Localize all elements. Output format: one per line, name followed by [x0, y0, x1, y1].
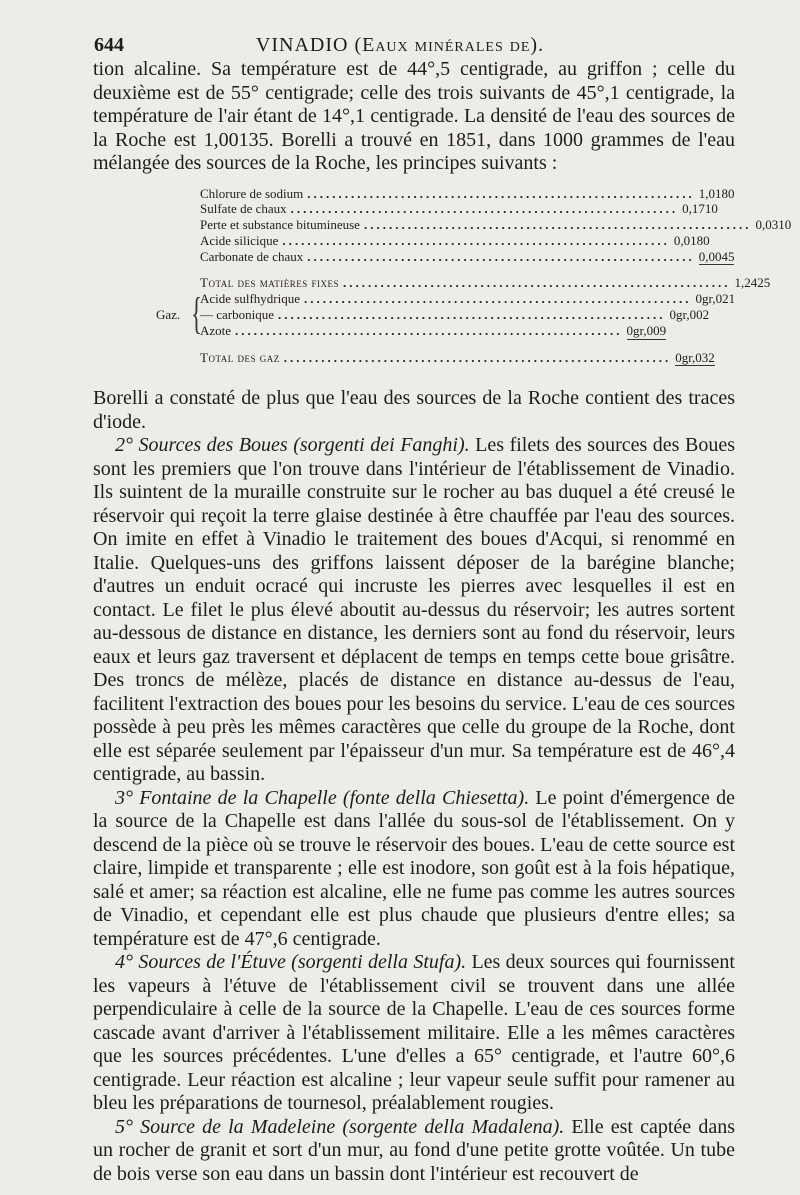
table-row: Carbonate de chaux .............................................................. 0,0045	[200, 248, 735, 264]
section-text: Les deux sources qui fournissent les vapeurs à l'étuve de l'établissement civil se trouvent dans une allée perpendiculaire à celle de la source de la Chapelle. L'eau de ces sources forme cascade avant d'arriver à l'établissement militaire. Elle a les mêmes caractères que les sources précédentes. L'une d'elles a 65° centigrade, et l'autre 60°,6 centigrade. Leur réaction est alcaline ; leur vapeur seule suffit pour ramener au bleu les préparations de tournesol, préalablement rougies.	[93, 951, 735, 1115]
section-heading: 4° Sources de l'Étuve (sorgenti della Stufa).	[115, 951, 467, 974]
total-fixes-row: Total des matières fixes .............................................................. 1,2425	[200, 275, 771, 291]
brace-icon: {	[191, 289, 202, 339]
section-heading: 5° Source de la Madeleine (sorgente della Madalena).	[115, 1115, 565, 1138]
table-row: Acide silicique .............................................................. 0,0180	[200, 232, 710, 248]
section-heading: 2° Sources des Boues (sorgenti dei Fanghi).	[115, 434, 470, 457]
section-text: Le point d'émergence de la source de la Chapelle est dans l'allée du sous-sol de l'établissement. On y descend de la pièce où se trouve le réservoir des boues. L'eau de cette source est claire, limpide et transparente ; elle est inodore, son goût est à la fois hépatique, salé et amer; sa réaction est alcaline, elle ne fume pas comme les autres sources de Vinadio, et cependant elle est plus chaude que plusieurs d'entre elles; sa température est de 47°,6 centigrade.	[93, 786, 735, 950]
table-row: Perte et substance bitumineuse .............................................................. 0,0310	[200, 217, 792, 233]
gas-group	[156, 289, 736, 339]
section-etuve	[93, 951, 735, 1116]
paragraph-iode: Borelli a constaté de plus que l'eau des sources de la Roche contient des traces d'iode.	[93, 387, 735, 433]
table-row: Chlorure de sodium .............................................................. 1,0180	[200, 185, 735, 201]
page-body	[93, 58, 792, 1186]
section-madeleine	[93, 1116, 735, 1187]
section-boues	[93, 434, 735, 787]
section-text: Les filets des sources des Boues sont les premiers que l'on trouve dans l'intérieur de l'établissement de Vinadio. Ils suintent de la muraille construite sur le rocher au bas duquel a été creusé le réservoir qui reçoit la terre glaise destinée à être chauffée par l'eau des sources. On imite en effet à Vinadio le traitement des boues d'Acqui, si renommé en Italie. Quelques-uns des griffons laissent déposer de la barégine blanche; d'autres un enduit ocracé qui incruste les pierres avec lesquelles il est en contact. Le filet le plus élevé aboutit au-dessus du réservoir; les autres sortent au-dessous de distance en distance, les derniers sont au fond du réservoir, leurs eaux et leurs gaz traversent et déplacent de temps en temps cette boue grisâtre. Des troncs de mélèze, placés de distance en distance au-dessus de l'eau, facilitent l'extraction des boues pour les besoins du service. L'eau de ces sources possède à peu près les mêmes caractères que celle du groupe de la Roche, dont elle est séparée seulement par l'épaisseur d'un mur. Sa température est de 46°,4 centigrade, au bassin.	[93, 434, 735, 786]
page-header	[0, 26, 800, 60]
section-chapelle	[93, 787, 735, 952]
total-gas-row: Total des gaz .............................................................. 0gr,032	[200, 349, 715, 365]
section-text: Elle est captée dans un rocher de granit et sort d'un mur, au fond d'une petite grotte voûtée. Un tube de bois verse son eau dans un bassin dont l'intérieur est recouvert de	[93, 1115, 735, 1185]
paragraph-intro: tion alcaline. Sa température est de 44°,5 centigrade, au griffon ; celle du deuxième est de 55° centigrade; celle des trois suivants de 45°,1 centigrade, la température de l'air étant de 14°,1 centigrade. La densité de l'eau des sources de la Roche est 1,00135. Borelli a trouvé en 1851, dans 1000 grammes de l'eau mélangée des sources de la Roche, les principes suivants :	[93, 58, 735, 174]
table-row: — carbonique .............................................................. 0gr,002	[200, 307, 710, 323]
running-title: VINADIO (Eaux minérales de).	[255, 34, 545, 56]
section-heading: 3° Fontaine de la Chapelle (fonte della Chiesetta).	[115, 786, 530, 809]
page-number: 644	[94, 34, 124, 56]
table-row: Sulfate de chaux .............................................................. 0,1710	[200, 201, 718, 217]
analysis-table	[156, 185, 792, 366]
gas-label: Gaz.	[156, 307, 181, 323]
table-row: Azote .............................................................. 0gr,009	[200, 322, 667, 338]
table-row: Acide sulfhydrique .............................................................. 0gr,021	[200, 291, 736, 307]
